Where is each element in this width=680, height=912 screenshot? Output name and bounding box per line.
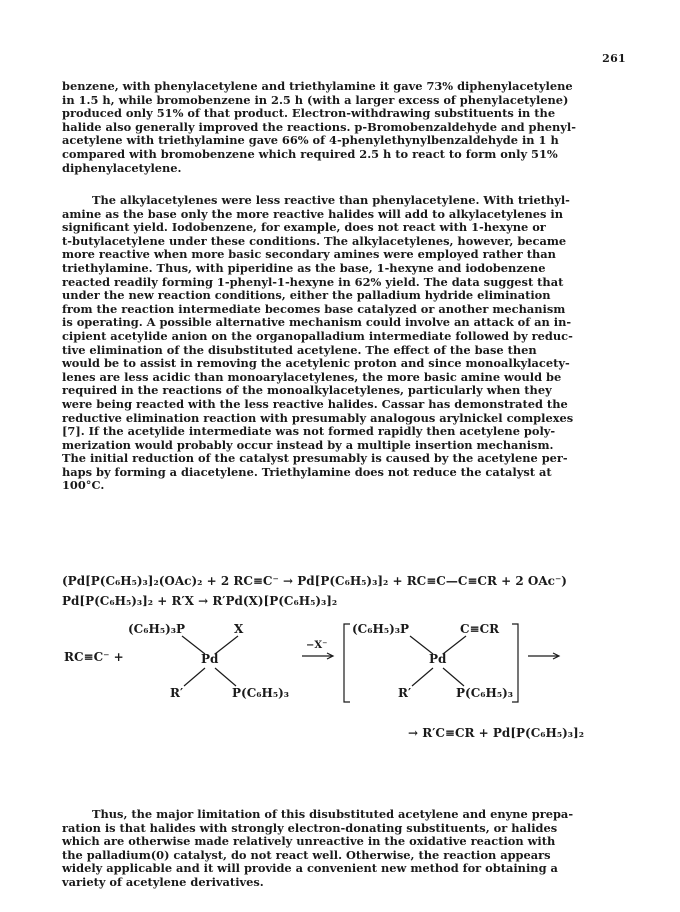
- text-line: haps by forming a diacetylene. Triethylamine does not reduce the catalyst at: [62, 464, 552, 479]
- ligand-label: (C₆H₅)₃P: [128, 622, 186, 636]
- bracket-left: [344, 624, 350, 702]
- metal-center-label: Pd: [201, 652, 219, 666]
- text-line: which are otherwise made relatively unreactive in the oxidative reaction with: [62, 834, 556, 849]
- text-line: t-butylacetylene under these conditions. The alkylacetylenes, however, became: [62, 233, 567, 248]
- ligand-label: R′: [398, 686, 412, 700]
- paragraph-3: [62, 808, 618, 890]
- text-line: halide also generally improved the reactions. p-Bromobenzaldehyde and phenyl-: [62, 119, 576, 134]
- text-line: significant yield. Iodobenzene, for example, does not react with 1-hexyne or: [62, 220, 546, 235]
- complex-bonds: [62, 570, 618, 790]
- text-line: diphenylacetylene.: [62, 160, 182, 175]
- text-line: Thus, the major limitation of this disubstituted acetylene and enyne prepa-: [92, 807, 574, 821]
- text-line: reductive elimination reaction with presumably analogous arylnickel complexes: [62, 410, 574, 425]
- text-line: tive elimination of the disubstituted acetylene. The effect of the base then: [62, 342, 537, 357]
- reaction-scheme: [62, 570, 618, 790]
- text-line: required in the reactions of the monoalkylacetylenes, particularly when they: [62, 383, 552, 398]
- page-number: 261: [602, 52, 626, 65]
- equation-catalyst-reduction: (Pd[P(C₆H₅)₃]₂(OAc)₂ + 2 RC≡C⁻ → Pd[P(C₆H₅)₃]₂ + RC≡C—C≡CR + 2 OAc⁻): [62, 574, 567, 588]
- text-line: would be to assist in removing the acetylenic proton and since monoalkylacety-: [62, 356, 570, 371]
- text-line: widely applicable and it will provide a convenient new method for obtaining a: [62, 861, 558, 876]
- equation-oxidative-addition: Pd[P(C₆H₅)₃]₂ + R′X → R′Pd(X)[P(C₆H₅)₃]₂: [62, 594, 338, 608]
- bond-line: [443, 636, 466, 654]
- reactant-acetylide: RC≡C⁻ +: [64, 650, 124, 664]
- bond-line: [184, 668, 205, 686]
- text-line: produced only 51% of that product. Electron-withdrawing substituents in the: [62, 106, 556, 121]
- text-line: triethylamine. Thus, with piperidine as the base, 1-hexyne and iodobenzene: [62, 260, 546, 275]
- bond-line: [215, 636, 238, 654]
- text-line: The alkylacetylenes were less reactive than phenylacetylene. With triethyl-: [92, 193, 570, 207]
- paragraph-2: [62, 194, 618, 493]
- text-line: acetylene with triethylamine gave 66% of 4-phenylethynylbenzaldehyde in 1 h: [62, 133, 559, 148]
- text-line: from the reaction intermediate becomes base catalyzed or another mechanism: [62, 301, 566, 316]
- bond-line: [215, 668, 236, 686]
- text-line: more reactive when more basic secondary amines were employed rather than: [62, 247, 556, 262]
- text-line: is operating. A possible alternative mechanism could involve an attack of an in-: [62, 315, 572, 330]
- text-line: compared with bromobenzene which required 2.5 h to react to form only 51%: [62, 146, 558, 161]
- text-line: ration is that halides with strongly electron-donating substituents, or halides: [62, 820, 558, 835]
- bond-line: [412, 668, 433, 686]
- ligand-label: R′: [170, 686, 184, 700]
- text-line: variety of acetylene derivatives.: [62, 874, 264, 889]
- ligand-label: P(C₆H₅)₃: [456, 686, 514, 700]
- text-line: benzene, with phenylacetylene and triethylamine it gave 73% diphenylacetylene: [62, 79, 573, 93]
- text-line: cipient acetylide anion on the organopalladium intermediate followed by reduc-: [62, 328, 573, 343]
- ligand-label: (C₆H₅)₃P: [352, 622, 410, 636]
- equation-product: → R′C≡CR + Pd[P(C₆H₅)₃]₂: [408, 726, 584, 740]
- metal-center-label: Pd: [429, 652, 447, 666]
- text-line: reacted readily forming 1-phenyl-1-hexyne in 62% yield. The data suggest that: [62, 274, 564, 289]
- text-line: The initial reduction of the catalyst presumably is caused by the acetylene per-: [62, 451, 568, 466]
- text-line: amine as the base only the more reactive halides will add to alkylacetylenes in: [62, 206, 563, 221]
- ligand-label: P(C₆H₅)₃: [232, 686, 290, 700]
- text-line: 100°C.: [62, 478, 105, 493]
- text-line: merization would probably occur instead by a multiple insertion mechanism.: [62, 437, 554, 452]
- bond-line: [443, 668, 464, 686]
- text-line: under the new reaction conditions, either the palladium hydride elimination: [62, 288, 551, 303]
- text-line: in 1.5 h, while bromobenzene in 2.5 h (with a larger excess of phenylacetylene): [62, 92, 569, 107]
- ligand-label: X: [234, 622, 244, 636]
- text-line: were being reacted with the less reactive halides. Cassar has demonstrated the: [62, 396, 568, 411]
- text-line: lenes are less acidic than monoarylacetylenes, the more basic amine would be: [62, 369, 562, 384]
- text-line: the palladium(0) catalyst, do not react well. Otherwise, the reaction appears: [62, 847, 551, 862]
- arrow-label: −X⁻: [306, 640, 328, 651]
- text-line: [7]. If the acetylide intermediate was not formed rapidly then acetylene poly-: [62, 424, 556, 439]
- paragraph-1: [62, 80, 618, 175]
- ligand-label: C≡CR: [460, 622, 500, 636]
